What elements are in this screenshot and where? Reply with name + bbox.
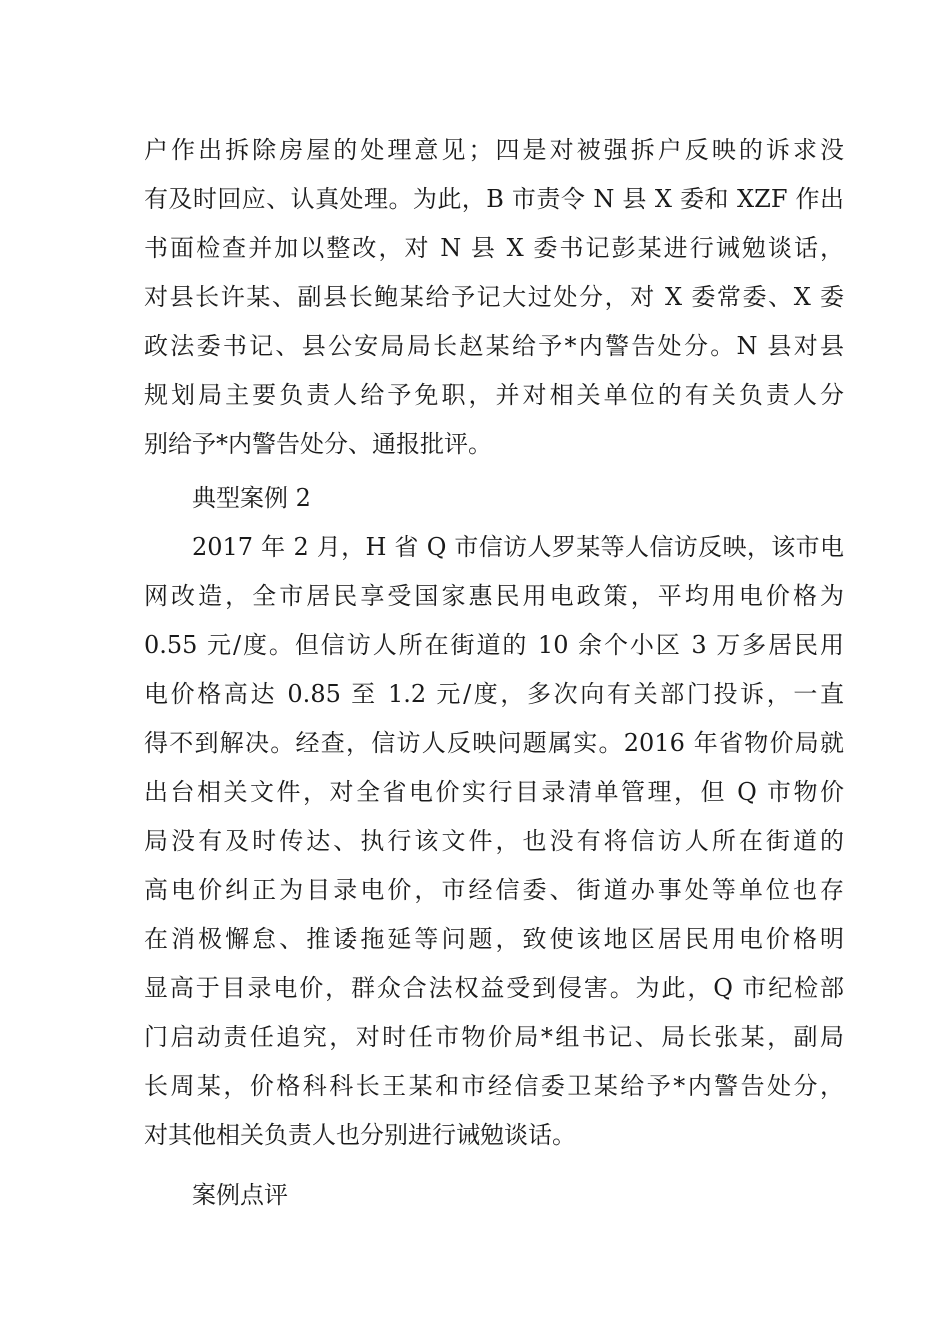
text-line: 显高于目录电价，群众合法权益受到侵害。为此，Q 市纪检部: [144, 974, 844, 1002]
paragraph-case2: [144, 523, 844, 1160]
text-line: 有及时回应、认真处理。为此，B 市责令 N 县 X 委和 XZF 作出: [144, 185, 844, 213]
text-line: 门启动责任追究，对时任市物价局*组书记、局长张某，副局: [144, 1023, 844, 1051]
text-line: 出台相关文件，对全省电价实行目录清单管理，但 Q 市物价: [144, 778, 844, 806]
text-line: 网改造，全市居民享受国家惠民用电政策，平均用电价格为: [144, 582, 844, 610]
text-line: 局没有及时传达、执行该文件，也没有将信访人所在街道的: [144, 827, 844, 855]
text-line: 长周某，价格科科长王某和市经信委卫某给予*内警告处分，: [144, 1072, 844, 1100]
text-line: 对县长许某、副县长鲍某给予记大过处分，对 X 委常委、X 委: [144, 283, 844, 311]
text-line: 得不到解决。经查，信访人反映问题属实。2016 年省物价局就: [144, 729, 844, 757]
text-line: 书面检查并加以整改，对 N 县 X 委书记彭某进行诫勉谈话，: [144, 234, 844, 262]
text-line: 别给予*内警告处分、通报批评。: [144, 430, 492, 458]
text-line: 电价格高达 0.85 至 1.2 元/度，多次向有关部门投诉，一直: [144, 680, 844, 708]
paragraph-case1-conclusion: [144, 126, 844, 469]
text-line: 规划局主要负责人给予免职，并对相关单位的有关负责人分: [144, 381, 844, 409]
text-line: 户作出拆除房屋的处理意见；四是对被强拆户反映的诉求没: [144, 136, 844, 164]
text-line: 0.55 元/度。但信访人所在街道的 10 余个小区 3 万多居民用: [144, 631, 844, 659]
text-line: 对其他相关负责人也分别进行诫勉谈话。: [144, 1121, 576, 1149]
text-line: 2017 年 2 月，H 省 Q 市信访人罗某等人信访反映，该市电: [192, 533, 844, 561]
text-line: 高电价纠正为目录电价，市经信委、街道办事处等单位也存: [144, 876, 844, 904]
text-line: 政法委书记、县公安局局长赵某给予*内警告处分。N 县对县: [144, 332, 844, 360]
section-heading-review: 案例点评: [192, 1181, 288, 1209]
section-heading-case2: 典型案例 2: [192, 484, 311, 512]
text-line: 在消极懈怠、推诿拖延等问题，致使该地区居民用电价格明: [144, 925, 844, 953]
